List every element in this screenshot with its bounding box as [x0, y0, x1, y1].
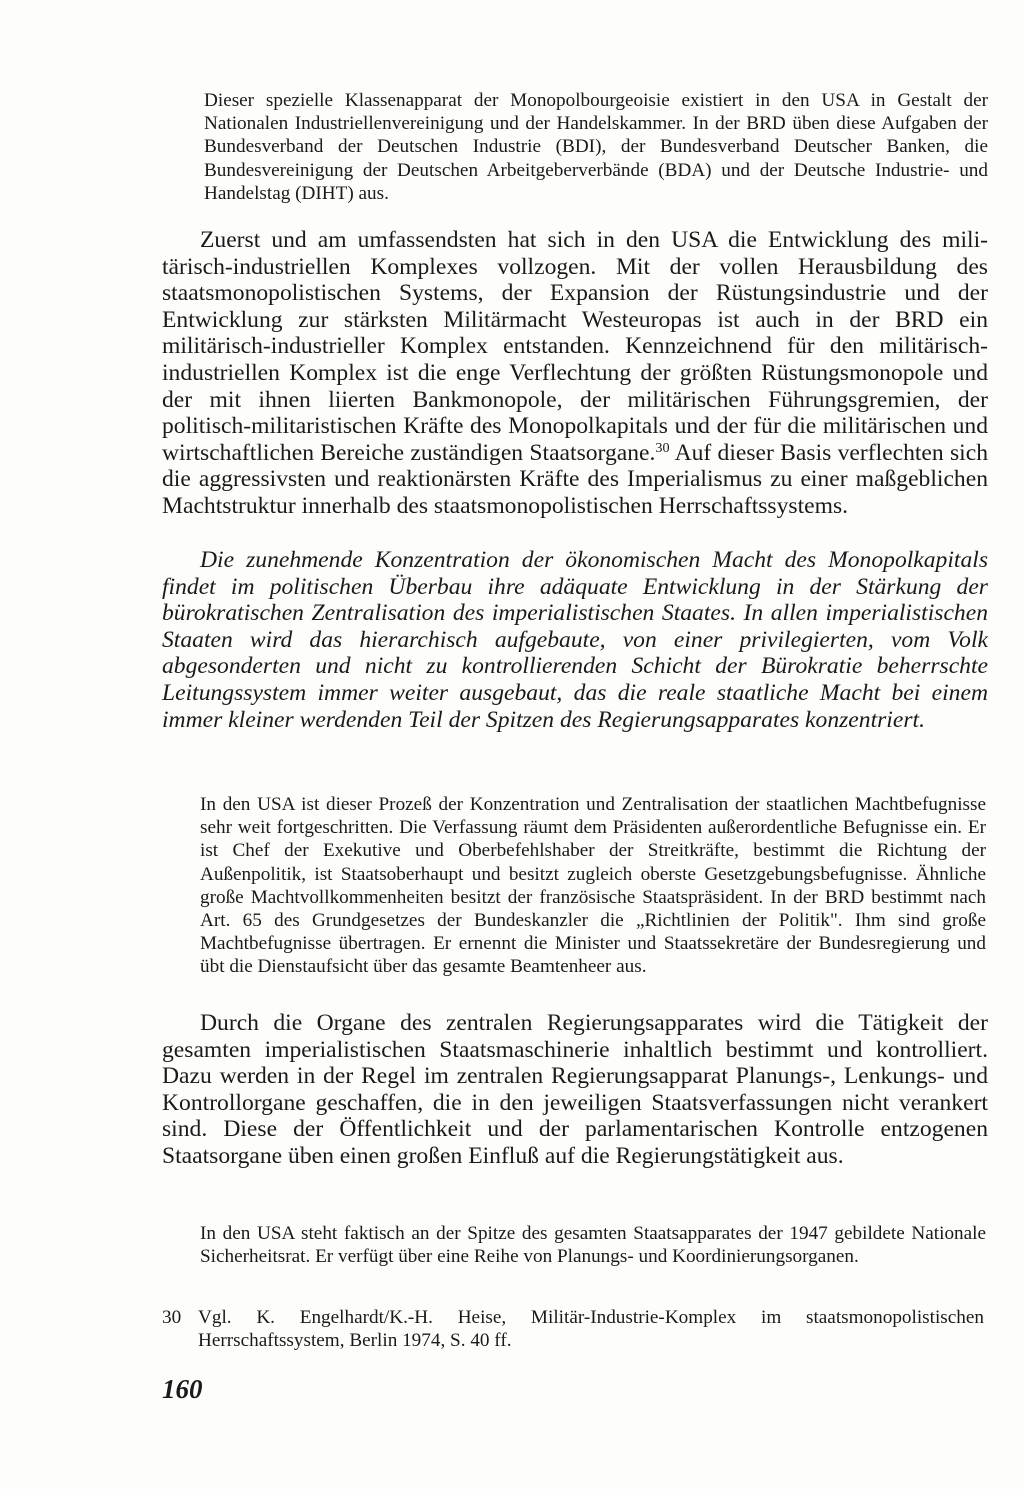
body-paragraph-military-industrial-complex	[162, 227, 988, 520]
paragraph-text-part: Zuerst und am umfassendsten hat sich in den USA die Entwicklung des militärisch-industriellen Komplexes vollzogen. Mit der vollen Herausbildung des staatsmonopolistischen Systems, der Expansion der Rüstungsindustrie und der Entwicklung zur stärksten Militärmacht Westeuropas ist auch in der BRD ein militärisch-industrieller Komplex entstanden. Kennzeichnend für den militärisch-industriellen Komplex ist die enge Verflechtung der größten Rüstungsmonopole und der mit ihnen liierten Bankmonopole, der militärischen Führungsgremien, der politisch-militaristischen Kräfte des Monopolkapitals und der für die militärischen und wirtschaftlichen Bereiche zuständigen Staatsorgane.	[162, 227, 988, 466]
footnote-reference: 30	[655, 439, 670, 456]
body-paragraph-central-government-apparatus: Durch die Organe des zentralen Regierungsapparates wird die Tätigkeit der gesamten imperialistischen Staatsmaschinerie inhaltlich bestimmt und kontrolliert. Dazu werden in der Regel im zentralen Regierungsapparat Planungs-, Lenkungs- und Kontrollorgane geschaffen, die in den jeweiligen Staatsverfassungen nicht verankert sind. Diese der Öffentlichkeit und der parlamentarischen Kontrolle entzogenen Staatsorgane üben einen großen Einfluß auf die Regierungstätigkeit aus.	[162, 1010, 988, 1169]
paragraph-text-part: Auf dieser Basis verflechten sich die aggressivsten und reaktionärsten Kräfte des Imperialismus zu einer maßgeblichen Machtstruktur innerhalb des staatsmonopolistischen Herrschaftssystems.	[162, 439, 989, 519]
note-paragraph-class-apparatus: Dieser spezielle Klassenapparat der Monopolbourgeoisie existiert in den USA in Gestalt der Nationalen Industriellenvereinigung und der Handelskammer. In der BRD üben diese Aufgaben der Bundesverband der Deutschen Industrie (BDI), der Bundesverband Deutscher Banken, die Bundesvereinigung der Deutschen Arbeitgeberverbände (BDA) und der Deutsche Industrie- und Handelstag (DIHT) aus.	[204, 90, 988, 204]
footnote	[162, 1306, 984, 1352]
footnote-text: Vgl. K. Engelhardt/K.-H. Heise, Militär-Industrie-Komplex im staatsmonopolistischen Herrschaftssystem, Berlin 1974, S. 40 ff.	[198, 1307, 984, 1352]
note-paragraph-usa-president-powers: In den USA ist dieser Prozeß der Konzentration und Zentralisation der staatlichen Machtbefugnisse sehr weit fortgeschritten. Die Verfassung räumt dem Präsidenten außerordentliche Befugnisse ein. Er ist Chef der Exekutive und Oberbefehlshaber der Streitkräfte, bestimmt die Richtung der Außenpolitik, ist Staatsoberhaupt und besitzt zugleich oberste Gesetzgebungsbefugnisse. Ähnliche große Machtvollkommenheiten besitzt der französische Staatspräsident. In der BRD bestimmt nach Art. 65 des Grundgesetzes der Bundeskanzler die „Richtlinien der Politik". Ihm sind große Machtbefugnisse übertragen. Er ernennt die Minister und Staatssekretäre der Bundesregierung und übt die Dienstaufsicht über das gesamte Beamtenheer aus.	[200, 794, 986, 978]
note-paragraph-national-security-council: In den USA steht faktisch an der Spitze des gesamten Staatsapparates der 1947 gebildete Nationale Sicherheitsrat. Er verfügt über eine Reihe von Planungs- und Koordinierungsorganen.	[200, 1223, 986, 1268]
page-number: 160	[162, 1374, 203, 1404]
body-paragraph-bureaucratic-centralisation: Die zunehmende Konzentration der ökonomischen Macht des Monopolkapitals findet im politischen Überbau ihre adäquate Entwicklung in der Stärkung der bürokratischen Zentralisation des imperialistischen Staates. In allen imperialistischen Staaten wird das hierarchisch aufgebaute, von einer privilegierten, vom Volk abgesonderten und nicht zu kontrollierenden Schicht der Bürokratie beherrschte Leitungssystem immer weiter ausgebaut, das die reale staatliche Macht bei einem immer kleiner werdenden Teil der Spitzen des Regierungsapparates konzentriert.	[162, 547, 988, 733]
footnote-number: 30	[162, 1307, 182, 1328]
